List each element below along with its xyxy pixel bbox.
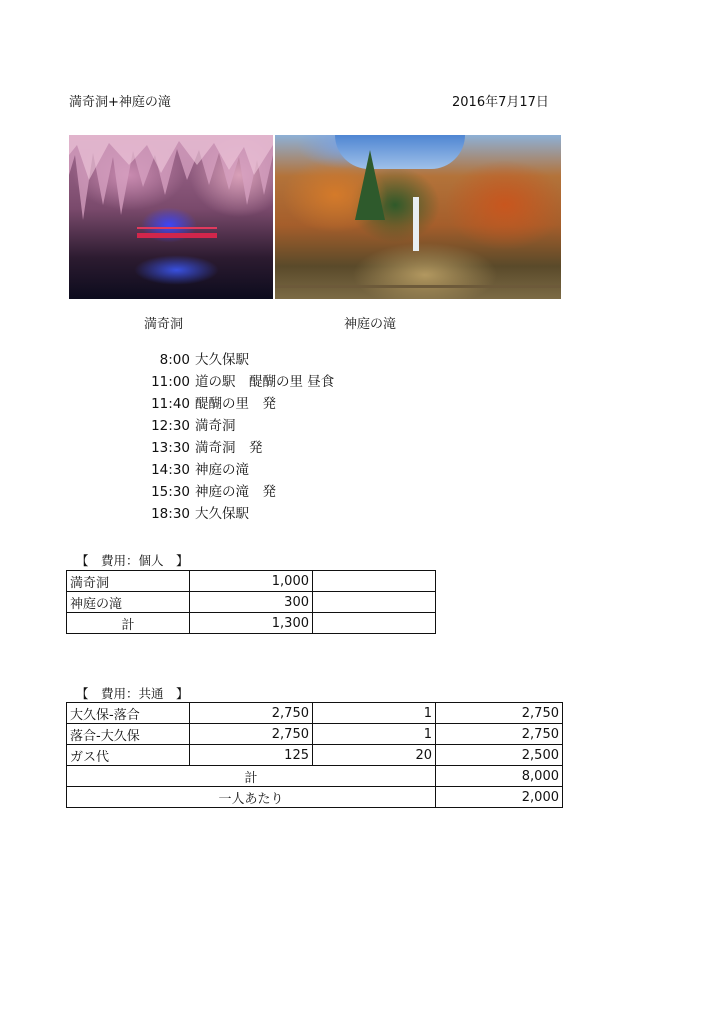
schedule-time: 13:30	[151, 440, 190, 456]
line-total: 2,750	[436, 703, 563, 724]
cost-item: ガス代	[67, 745, 190, 766]
table-row	[67, 724, 563, 745]
cost-item: 神庭の滝	[67, 592, 190, 613]
schedule-event: 大久保駅	[195, 506, 249, 522]
unit-price: 125	[190, 745, 313, 766]
schedule-item	[144, 349, 334, 371]
table-row	[67, 745, 563, 766]
cave-caption: 満奇洞	[144, 317, 184, 332]
cost-item: 落合-大久保	[67, 724, 190, 745]
schedule-item	[144, 503, 334, 525]
quantity: 1	[313, 724, 436, 745]
total-label: 計	[67, 766, 436, 787]
table-row-per-person	[67, 787, 563, 808]
total-note	[313, 613, 436, 634]
shared-cost-table	[66, 702, 563, 808]
stalactites-graphic	[69, 135, 273, 235]
total-label: 計	[67, 613, 190, 634]
unit-price: 2,750	[190, 724, 313, 745]
schedule-event: 神庭の滝	[195, 462, 249, 478]
schedule-time: 15:30	[151, 484, 190, 500]
page-title: 満奇洞+神庭の滝	[69, 95, 171, 110]
bridge-rail	[137, 227, 217, 229]
table-row	[67, 592, 436, 613]
schedule-time: 18:30	[151, 506, 190, 522]
cost-item: 満奇洞	[67, 571, 190, 592]
fence	[275, 285, 561, 288]
schedule-time: 12:30	[151, 418, 190, 434]
quantity: 1	[313, 703, 436, 724]
schedule-event: 大久保駅	[195, 352, 249, 368]
schedule-time: 11:40	[151, 396, 190, 412]
cave-photo	[69, 135, 273, 299]
schedule-time: 11:00	[151, 374, 190, 390]
personal-cost-table	[66, 570, 436, 634]
table-row	[67, 703, 563, 724]
table-row-total	[67, 613, 436, 634]
schedule-list	[144, 349, 334, 525]
cost-note	[313, 571, 436, 592]
schedule-event: 醍醐の里 発	[195, 396, 276, 412]
schedule-time: 14:30	[151, 462, 190, 478]
cave-blue-light	[134, 255, 219, 285]
schedule-item	[144, 393, 334, 415]
total-amount: 8,000	[436, 766, 563, 787]
cost-note	[313, 592, 436, 613]
schedule-item	[144, 459, 334, 481]
sky	[335, 135, 465, 169]
schedule-event: 満奇洞 発	[195, 440, 263, 456]
schedule-time: 8:00	[159, 352, 190, 368]
cost-amount: 300	[190, 592, 313, 613]
schedule-item	[144, 415, 334, 437]
schedule-item	[144, 481, 334, 503]
line-total: 2,500	[436, 745, 563, 766]
waterfall	[413, 197, 419, 251]
schedule-event: 道の駅 醍醐の里 昼食	[195, 374, 335, 390]
total-amount: 1,300	[190, 613, 313, 634]
schedule-event: 満奇洞	[195, 418, 236, 434]
quantity: 20	[313, 745, 436, 766]
unit-price: 2,750	[190, 703, 313, 724]
personal-cost-heading: 【 費用：個人 】	[76, 553, 189, 568]
per-person-amount: 2,000	[436, 787, 563, 808]
per-person-label: 一人あたり	[67, 787, 436, 808]
line-total: 2,750	[436, 724, 563, 745]
cost-amount: 1,000	[190, 571, 313, 592]
cost-item: 大久保-落合	[67, 703, 190, 724]
table-row	[67, 571, 436, 592]
waterfall-caption: 神庭の滝	[344, 317, 397, 332]
red-bridge	[137, 233, 217, 238]
trip-date: 2016年7月17日	[452, 95, 549, 110]
schedule-item	[144, 371, 334, 393]
shared-cost-heading: 【 費用：共通 】	[76, 686, 189, 701]
waterfall-photo	[275, 135, 561, 299]
schedule-event: 神庭の滝 発	[195, 484, 276, 500]
table-row-total	[67, 766, 563, 787]
schedule-item	[144, 437, 334, 459]
